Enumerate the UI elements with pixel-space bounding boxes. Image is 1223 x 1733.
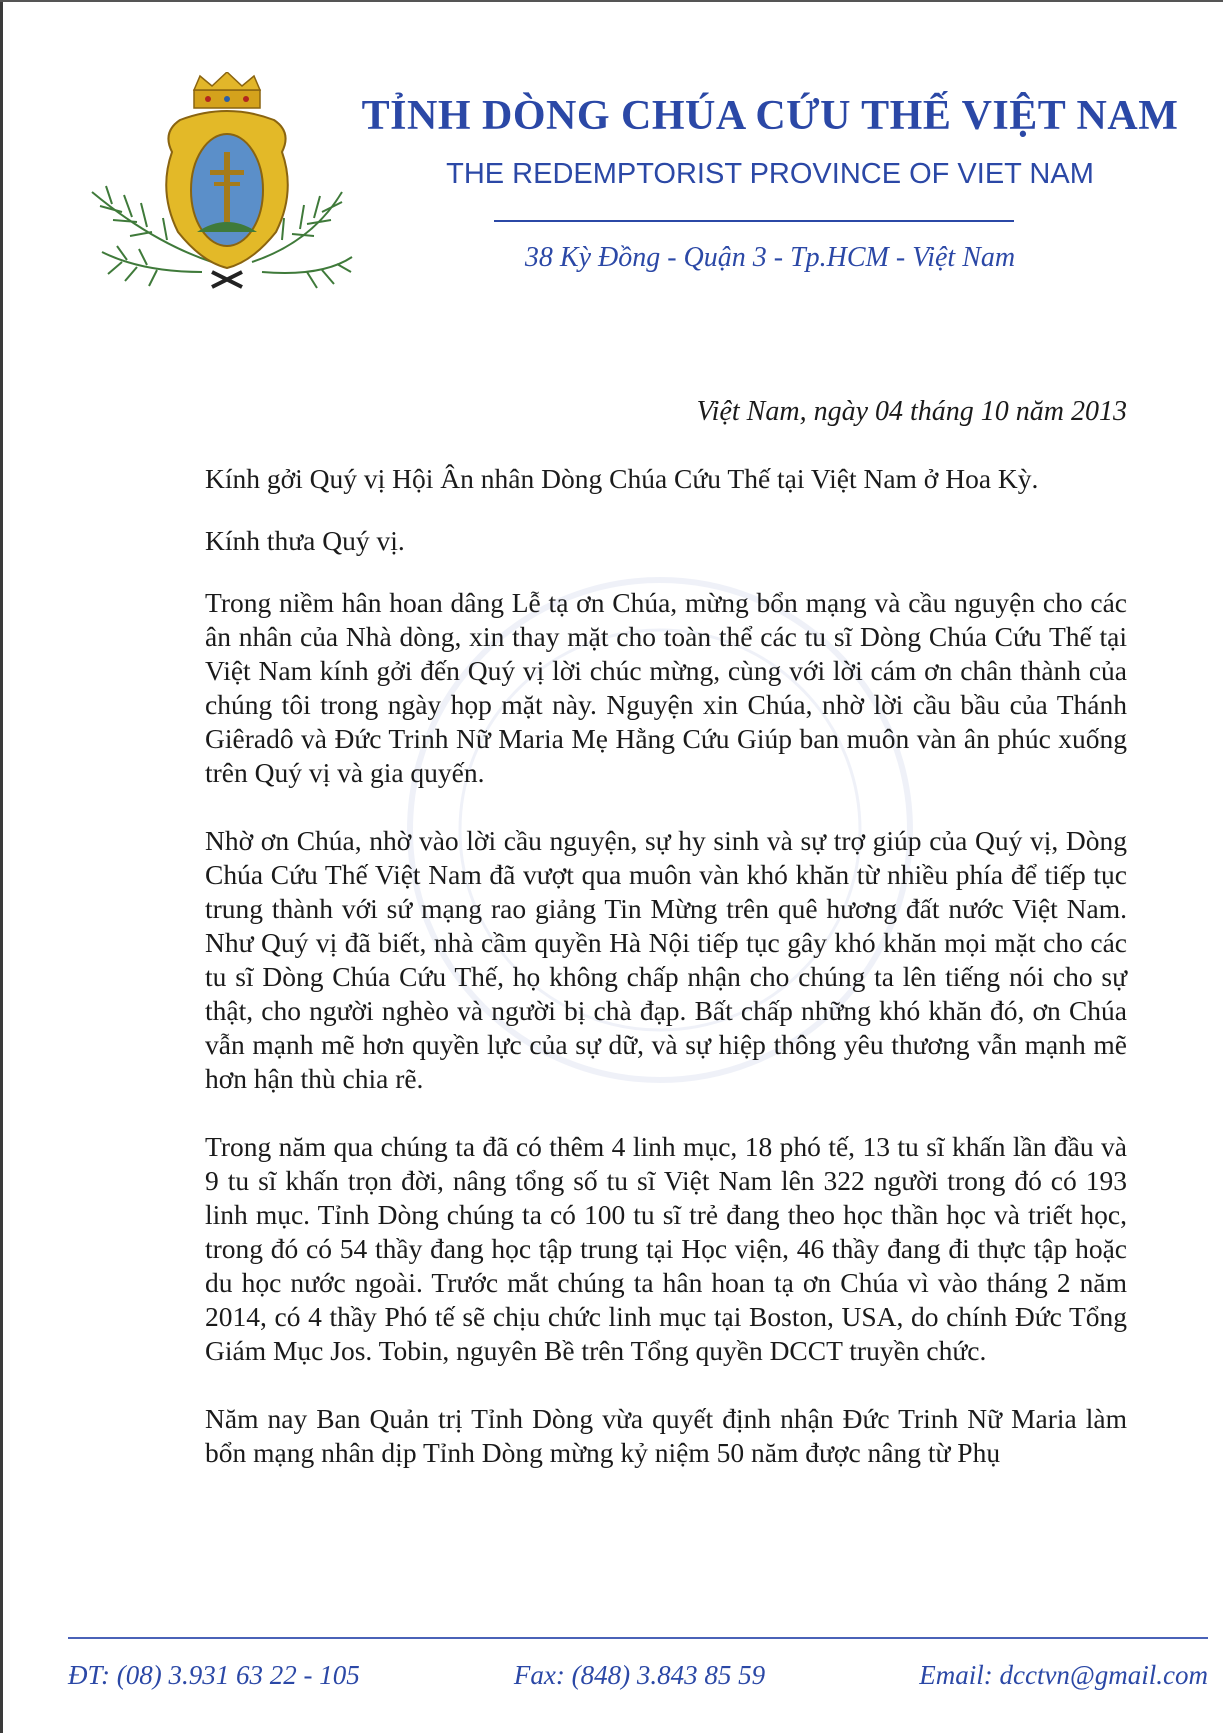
header-divider: [494, 220, 1014, 222]
footer-email[interactable]: Email: dcctvn@gmail.com: [919, 1660, 1208, 1690]
paragraph: Trong niềm hân hoan dâng Lễ tạ ơn Chúa, mừng bổn mạng và cầu nguyện cho các ân nhân của Nhà dòng, xin thay mặt cho toàn thể các tu sĩ Dòng Chúa Cứu Thế tại Việt Nam kính gởi đến Quý vị lời chúc mừng, cùng với lời cám ơn chân thành của chúng tôi trong ngày họp mặt này. Nguyện xin Chúa, nhờ lời cầu bầu của Thánh Giêradô và Đức Trinh Nữ Maria Mẹ Hằng Cứu Giúp ban muôn vàn ân phúc xuống trên Quý vị và gia quyến.: [205, 587, 1127, 788]
footer-divider: [68, 1637, 1208, 1639]
footer-fax: Fax: (848) 3.843 85 59: [513, 1660, 766, 1690]
paragraph: Năm nay Ban Quản trị Tỉnh Dòng vừa quyết định nhận Đức Trinh Nữ Maria làm bổn mạng nhân dịp Tỉnh Dòng mừng kỷ niệm 50 năm được nâng từ Phụ: [205, 1403, 1127, 1468]
scan-edge-left: [0, 0, 3, 1733]
footer-phone: ĐT: (08) 3.931 63 22 - 105: [68, 1660, 360, 1690]
recipient-line: Kính gởi Quý vị Hội Ân nhân Dòng Chúa Cứu Thế tại Việt Nam ở Hoa Kỳ.: [205, 463, 1039, 494]
scan-edge-top: [0, 0, 1223, 2]
salutation: Kính thưa Quý vị.: [205, 525, 405, 556]
paragraph: Nhờ ơn Chúa, nhờ vào lời cầu nguyện, sự hy sinh và sự trợ giúp của Quý vị, Dòng Chúa Cứu Thế Việt Nam đã vượt qua muôn vàn khó khăn từ nhiều phía để tiếp tục trung thành với sứ mạng rao giảng Tin Mừng trên quê hương đất nước Việt Nam. Như Quý vị đã biết, nhà cầm quyền Hà Nội tiếp tục gây khó khăn mọi mặt cho các tu sĩ Dòng Chúa Cứu Thế, họ không chấp nhận cho chúng ta lên tiếng nói cho sự thật, cho người nghèo và người bị chà đạp. Bất chấp những khó khăn đó, ơn Chúa vẫn mạnh mẽ hơn quyền lực của sự dữ, và sự hiệp thông yêu thương vẫn mạnh mẽ hơn hận thù chia rẽ.: [205, 825, 1127, 1094]
letter-date: Việt Nam, ngày 04 tháng 10 năm 2013: [696, 396, 1127, 427]
paragraph: Trong năm qua chúng ta đã có thêm 4 linh mục, 18 phó tế, 13 tu sĩ khấn lần đầu và 9 tu sĩ khấn trọn đời, nâng tổng số tu sĩ Việt Nam lên 322 người trong đó có 193 linh mục. Tỉnh Dòng chúng ta có 100 tu sĩ trẻ đang theo học thần học và triết học, trong đó có 54 thầy đang học tập trung tại Học viện, 46 thầy đang đi thực tập hoặc du học nước ngoài. Trước mắt chúng ta hân hoan tạ ơn Chúa vì vào tháng 2 năm 2014, có 4 thầy Phó tế sẽ chịu chức linh mục tại Boston, USA, do chính Đức Tổng Giám Mục Jos. Tobin, nguyên Bề trên Tổng quyền DCCT truyền chức.: [205, 1131, 1127, 1366]
title-vietnamese: TỈNH DÒNG CHÚA CỨU THẾ VIỆT NAM: [361, 93, 1179, 139]
coat-of-arms-icon: [82, 72, 382, 292]
footer: [68, 1660, 1208, 1691]
title-english: THE REDEMPTORIST PROVINCE OF VIET NAM: [446, 158, 1094, 190]
address: 38 Kỳ Đồng - Quận 3 - Tp.HCM - Việt Nam: [524, 242, 1016, 273]
letter-body: [205, 462, 1127, 1504]
